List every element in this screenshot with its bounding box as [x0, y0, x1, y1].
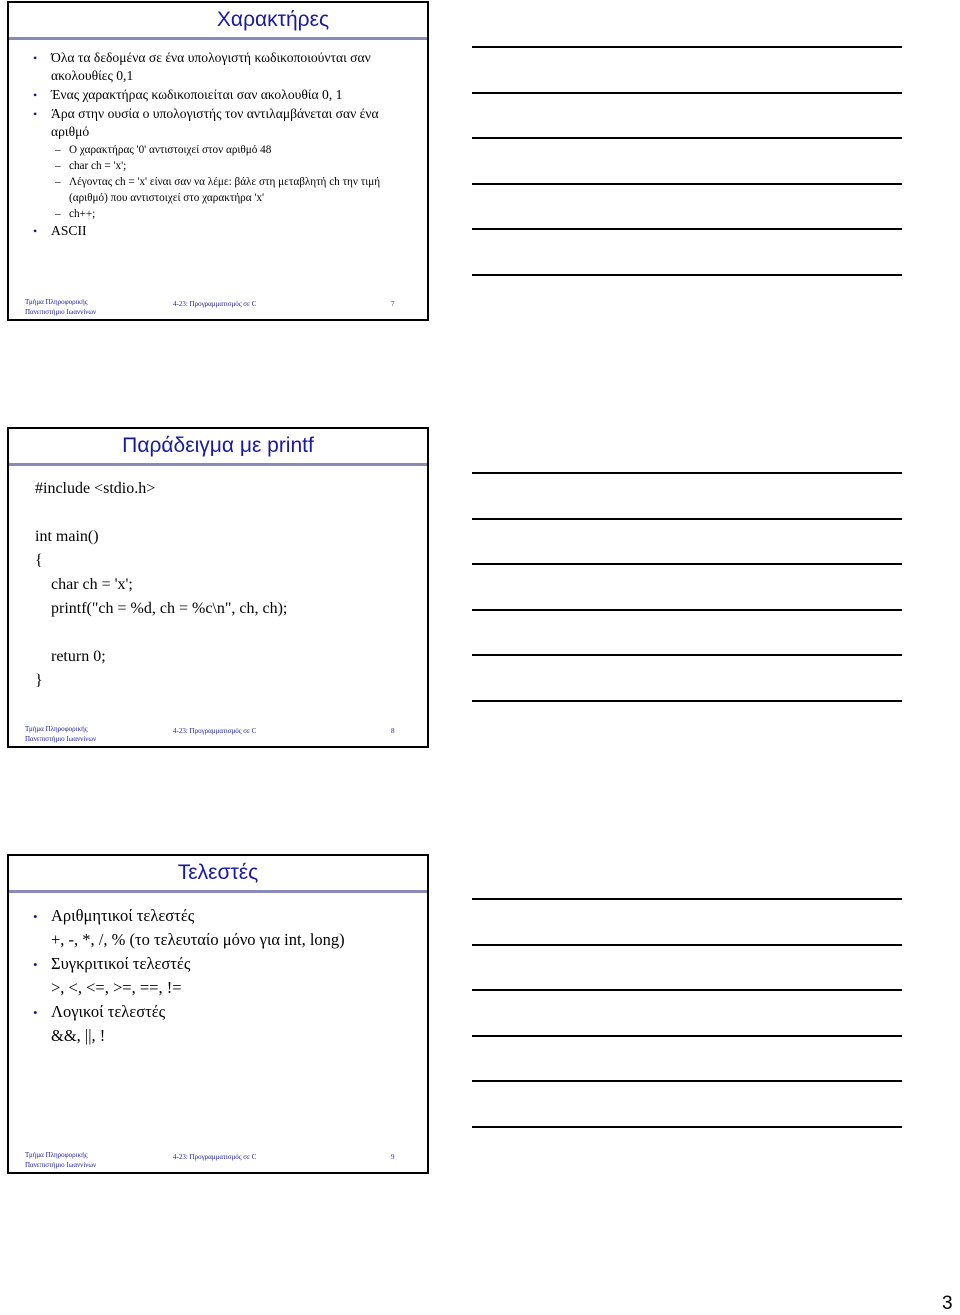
slide-content — [9, 904, 427, 1048]
sub-bullet-item: – Λέγοντας ch = 'x' είναι σαν να λέμε: βάλε στη μεταβλητή ch την τιμή (αριθμό) που αντιστοιχεί στο χαρακτήρα 'x' — [9, 174, 427, 206]
note-line — [472, 92, 902, 94]
sub-bullet-item: – char ch = 'x'; — [9, 158, 427, 174]
footer-slide-number: 8 — [391, 727, 395, 735]
note-line — [472, 1080, 902, 1082]
slide-title: Τελεστές — [9, 856, 427, 893]
footer-course: 4-23: Προγραμματισμός σε C — [173, 1153, 257, 1161]
code-line: #include <stdio.h> — [35, 480, 156, 497]
code-line — [35, 621, 287, 645]
note-line — [472, 274, 902, 276]
slide-footer — [9, 1150, 427, 1172]
code-line: int main() — [35, 528, 99, 545]
bullet-item: • Άρα στην ουσία ο υπολογιστής τον αντιλαμβάνεται σαν ένα αριθμό — [9, 105, 427, 141]
page-number: 3 — [942, 1293, 953, 1314]
note-line — [472, 46, 902, 48]
bullet-item: • Αριθμητικοί τελεστές — [9, 904, 427, 928]
code-line: char ch = 'x'; — [35, 576, 133, 593]
slide-content — [9, 49, 427, 241]
note-line — [472, 1126, 902, 1128]
bullet-detail: +, -, *, /, % (το τελευταίο μόνο για int, long) — [51, 930, 345, 949]
bullet-item: • ASCII — [9, 222, 427, 240]
note-line — [472, 563, 902, 565]
note-line — [472, 609, 902, 611]
bullet-item: • Ένας χαρακτήρας κωδικοποιείται σαν ακολουθία 0, 1 — [9, 86, 427, 104]
slide-title: Παράδειγμα με printf — [9, 429, 427, 466]
note-line — [472, 944, 902, 946]
note-line — [472, 989, 902, 991]
slide-footer — [9, 724, 427, 746]
bullet-item: • Συγκριτικοί τελεστές — [9, 952, 427, 976]
sub-bullet-item: – Ο χαρακτήρας '0' αντιστοιχεί στον αριθμό 48 — [9, 142, 427, 158]
bullet-list — [9, 904, 427, 1048]
note-line — [472, 183, 902, 185]
footer-slide-number: 7 — [391, 300, 395, 308]
footer-department: Τμήμα Πληροφορικής Πανεπιστήμιο Ιωαννίνων — [25, 725, 97, 743]
footer-slide-number: 9 — [391, 1153, 395, 1161]
footer-course: 4-23: Προγραμματισμός σε C — [173, 300, 257, 308]
code-line: printf("ch = %d, ch = %c\n", ch, ch); — [35, 600, 288, 617]
note-line — [472, 1035, 902, 1037]
code-line — [35, 501, 287, 525]
note-line — [472, 518, 902, 520]
note-line — [472, 472, 902, 474]
bullet-item: • Όλα τα δεδομένα σε ένα υπολογιστή κωδικοποιούνται σαν ακολουθίες 0,1 — [9, 49, 427, 85]
slide-footer — [9, 297, 427, 319]
bullet-detail: >, <, <=, >=, ==, != — [51, 978, 182, 997]
code-block — [35, 477, 287, 693]
sub-bullet-item: – ch++; — [9, 206, 427, 222]
footer-course: 4-23: Προγραμματισμός σε C — [173, 727, 257, 735]
bullet-list — [9, 49, 427, 240]
code-line: { — [35, 552, 43, 569]
code-line: } — [35, 672, 43, 689]
slide-8 — [7, 427, 429, 748]
slide-7 — [7, 1, 429, 321]
bullet-item: • Λογικοί τελεστές — [9, 1000, 427, 1024]
note-line — [472, 137, 902, 139]
footer-department: Τμήμα Πληροφορικής Πανεπιστήμιο Ιωαννίνων — [25, 1151, 97, 1169]
slide-9 — [7, 854, 429, 1174]
note-line — [472, 228, 902, 230]
note-line — [472, 654, 902, 656]
code-line: return 0; — [35, 648, 106, 665]
bullet-detail: &&, ||, ! — [51, 1026, 106, 1045]
note-line — [472, 700, 902, 702]
note-line — [472, 898, 902, 900]
slide-title: Χαρακτήρες — [9, 3, 427, 40]
footer-department: Τμήμα Πληροφορικής Πανεπιστήμιο Ιωαννίνων — [25, 298, 97, 316]
